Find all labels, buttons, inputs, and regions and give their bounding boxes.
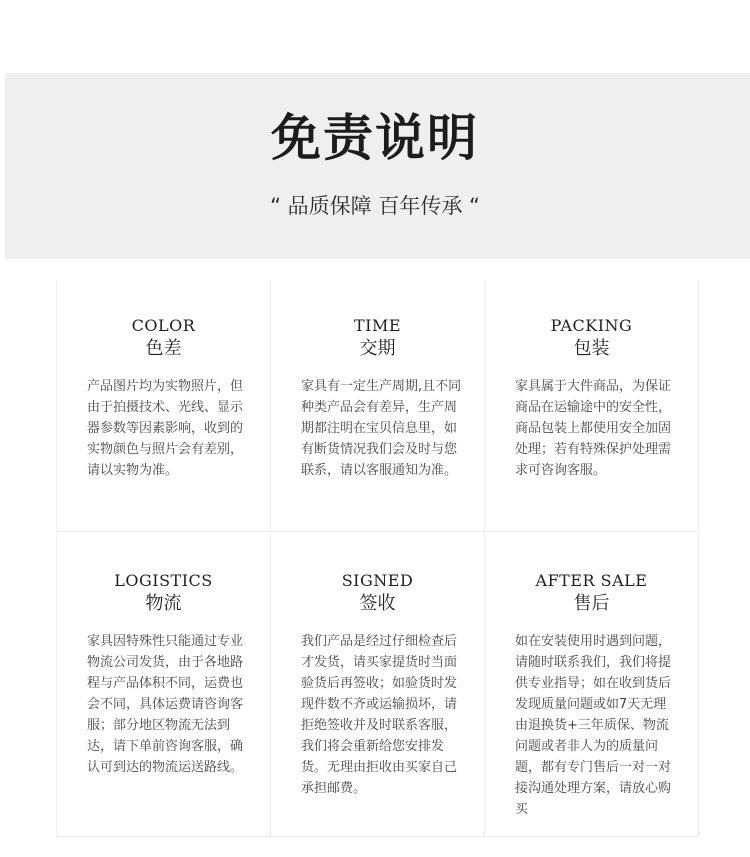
card-title-en: AFTER SALE	[535, 571, 648, 590]
card-title-en: TIME	[353, 316, 402, 335]
page-subtitle: “ 品质保障 百年传承 “	[270, 194, 480, 218]
card-title-en: LOGISTICS	[114, 571, 213, 590]
card-title-zh: 交期	[359, 338, 396, 359]
card-title-zh: 签收	[359, 593, 396, 614]
card-packing	[485, 280, 699, 532]
card-row-2	[56, 535, 699, 837]
card-title-zh: 包装	[573, 338, 610, 359]
card-title-zh: 售后	[573, 593, 610, 614]
card-body: 如在安装使用时遇到问题，请随时联系我们，我们将提供专业指导；如在收到货后发现质量问题或如7天无理由退换货+三年质保、物流问题或者非人为的质量问题，都有专门售后一对一对接沟通处理方案，请放心购买	[515, 634, 672, 817]
card-title-en: SIGNED	[341, 571, 414, 590]
page-title: 免责说明	[271, 109, 479, 167]
card-body: 我们产品是经过仔细检查后才发货，请买家提货时当面验货后再签收；如验货时发现件数不齐或运输损坏，请拒绝签收并及时联系客服，我们将会重新给您安排发货。无理由拒收由买家自己承担邮费。	[301, 634, 458, 796]
card-title-zh: 物流	[145, 593, 182, 614]
card-row-1	[56, 280, 699, 532]
card-title-en: PACKING	[550, 316, 633, 335]
card-time	[271, 280, 485, 532]
card-logistics	[56, 535, 271, 837]
card-title-zh: 色差	[145, 338, 182, 359]
card-color	[56, 280, 271, 532]
card-body: 产品图片均为实物照片，但由于拍摄技术、光线、显示器参数等因素影响，收到的实物颜色与照片会有差别，请以实物为准。	[87, 379, 244, 478]
card-after-sale	[485, 535, 699, 837]
card-signed	[271, 535, 485, 837]
card-body: 家具因特殊性只能通过专业物流公司发货，由于各地路程与产品体积不同，运费也会不同，具体运费请咨询客服；部分地区物流无法到达，请下单前咨询客服，确认可到达的物流运送路线。	[87, 634, 244, 775]
card-body: 家具有一定生产周期,且不同种类产品会有差异，生产周期都注明在宝贝信息里，如有断货情况我们会及时与您联系，请以客服通知为准。	[301, 379, 462, 478]
card-body: 家具属于大件商品，为保证商品在运输途中的安全性，商品包装上都使用安全加固处理；若有特殊保护处理需求可咨询客服。	[515, 379, 672, 478]
card-title-en: COLOR	[131, 316, 196, 335]
